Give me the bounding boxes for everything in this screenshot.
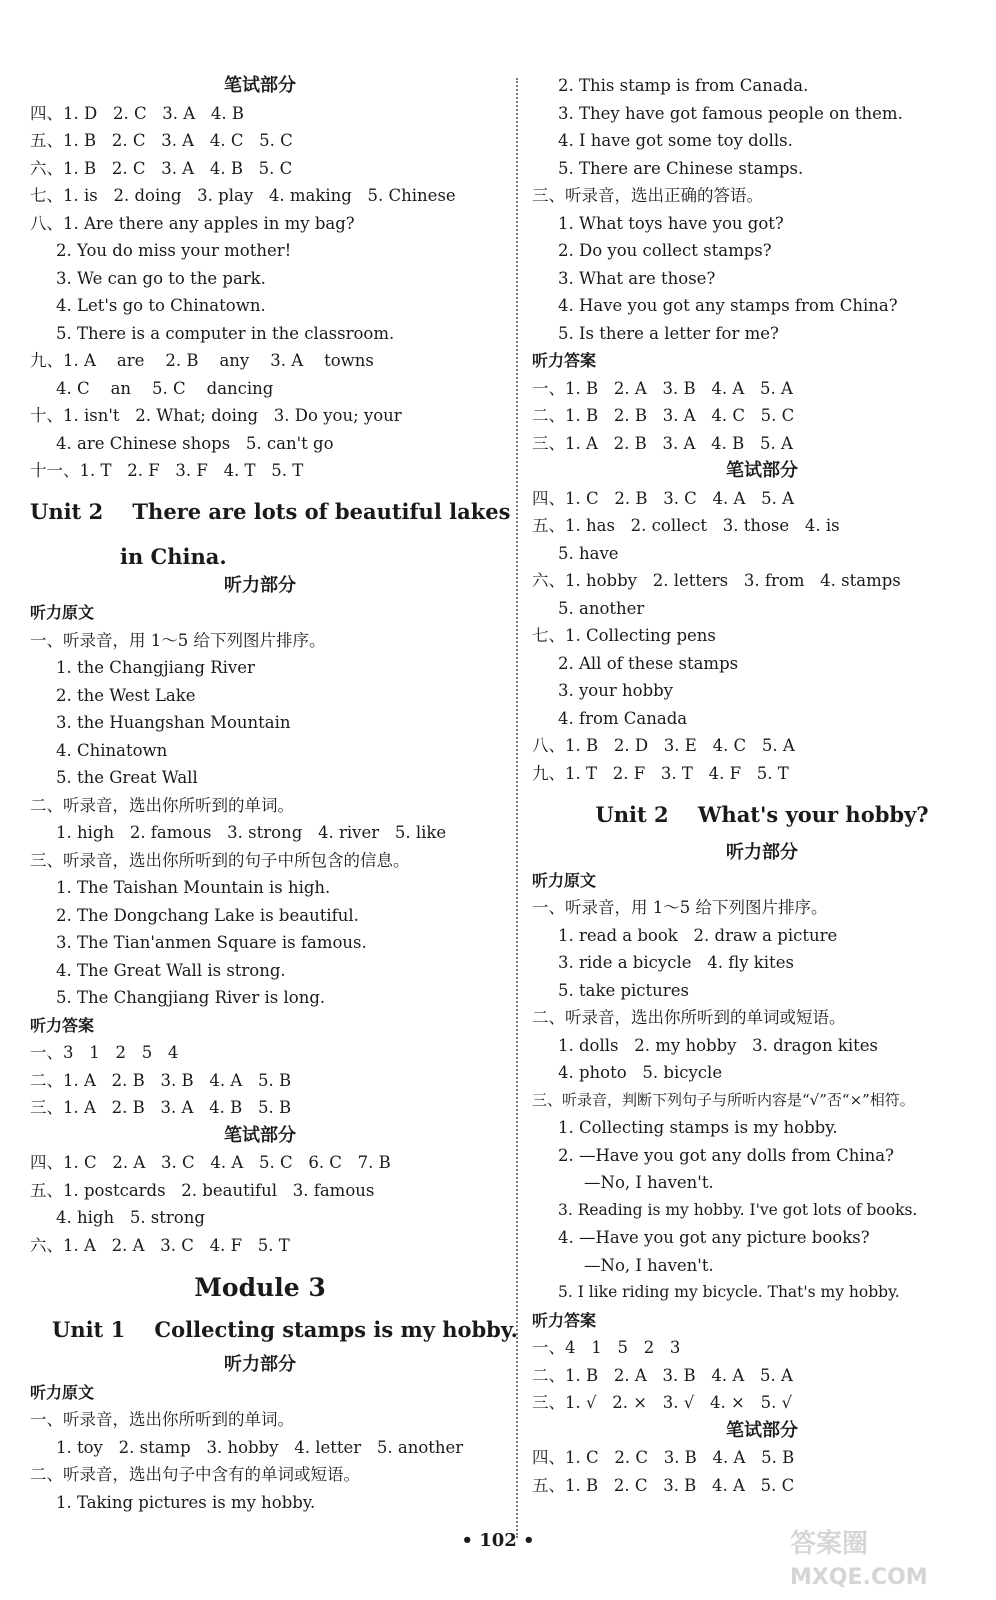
- page-number: • 102 •: [461, 1530, 535, 1551]
- answer-line: 2. All of these stamps: [558, 653, 739, 673]
- answer-line: 3. We can go to the park.: [56, 268, 266, 288]
- answer-line: 九、1. T 2. F 3. T 4. F 5. T: [532, 763, 789, 783]
- answer-line: 五、1. B 2. C 3. B 4. A 5. C: [532, 1475, 795, 1495]
- answer-line: 4. from Canada: [558, 708, 688, 728]
- text-line: 1. toy 2. stamp 3. hobby 4. letter 5. another: [56, 1437, 464, 1457]
- text-line: 1. dolls 2. my hobby 3. dragon kites: [558, 1035, 878, 1055]
- text-line: —No, I haven't.: [584, 1255, 714, 1275]
- unit-title: Unit 2 There are lots of beautiful lakes: [30, 498, 511, 524]
- subsection-title: 听力原文: [532, 870, 597, 890]
- answer-line: 九、1. A are 2. B any 3. A towns: [30, 351, 374, 370]
- answer-line: 二、1. B 2. A 3. B 4. A 5. A: [532, 1365, 793, 1385]
- answer-line: 五、1. has 2. collect 3. those 4. is: [532, 516, 840, 535]
- answer-line: 十一、1. T 2. F 3. F 4. T 5. T: [30, 461, 304, 480]
- answer-line: 二、1. B 2. B 3. A 4. C 5. C: [532, 406, 795, 425]
- answer-line: 一、1. B 2. A 3. B 4. A 5. A: [532, 378, 793, 398]
- text-line: 4. Have you got any stamps from China?: [558, 296, 898, 315]
- answer-line: 七、1. is 2. doing 3. play 4. making 5. Chinese: [30, 186, 456, 205]
- subsection-title: 听力原文: [30, 1382, 95, 1402]
- answer-line: 四、1. D 2. C 3. A 4. B: [30, 103, 245, 123]
- text-line: 5. There are Chinese stamps.: [558, 158, 804, 178]
- answer-line: 4. high 5. strong: [56, 1208, 205, 1227]
- question-line: 二、听录音，选出你所听到的单词。: [30, 795, 294, 815]
- answer-line: 五、1. B 2. C 3. A 4. C 5. C: [30, 131, 293, 150]
- answer-line: 5. There is a computer in the classroom.: [56, 323, 395, 343]
- question-line: 二、听录音，选出你所听到的单词或短语。: [532, 1008, 846, 1027]
- answer-line: 4. Let's go to Chinatown.: [56, 296, 266, 315]
- answer-line: 二、1. A 2. B 3. B 4. A 5. B: [30, 1070, 292, 1090]
- answer-line: 4. C an 5. C dancing: [56, 378, 274, 398]
- unit-title-continued: in China.: [120, 543, 227, 569]
- answer-line: 2. You do miss your mother!: [56, 241, 292, 260]
- text-line: 4. I have got some toy dolls.: [558, 131, 793, 150]
- subsection-title: 听力答案: [532, 1310, 597, 1330]
- right-column: [532, 72, 992, 1499]
- left-column: [30, 72, 518, 1516]
- subsection-title: 听力答案: [30, 1015, 95, 1035]
- text-line: 5. take pictures: [558, 980, 689, 1000]
- text-line: 1. read a book 2. draw a picture: [558, 925, 838, 945]
- answer-line: 一、3 1 2 5 4: [30, 1043, 179, 1062]
- answer-line: 一、4 1 5 2 3: [532, 1338, 681, 1357]
- answer-line: 十、1. isn't 2. What; doing 3. Do you; your: [30, 406, 402, 425]
- text-line: 2. Do you collect stamps?: [558, 241, 772, 260]
- subsection-title: 听力答案: [532, 351, 597, 370]
- answer-line: 四、1. C 2. B 3. C 4. A 5. A: [532, 488, 795, 508]
- text-line: 3. ride a bicycle 4. fly kites: [558, 953, 794, 972]
- watermark-logo: [780, 1522, 980, 1592]
- answer-line: 四、1. C 2. C 3. B 4. A 5. B: [532, 1448, 795, 1467]
- text-line: 3. the Huangshan Mountain: [56, 713, 291, 732]
- text-line: 2. the West Lake: [56, 685, 196, 705]
- question-line: 三、听录音，判断下列句子与所听内容是“√”否“×”相符。: [532, 1090, 915, 1109]
- text-line: 1. the Changjiang River: [56, 658, 255, 677]
- section-title: 笔试部分: [726, 460, 798, 481]
- text-line: 3. The Tian'anmen Square is famous.: [56, 933, 367, 952]
- text-line: 3. They have got famous people on them.: [558, 103, 903, 123]
- text-line: 1. The Taishan Mountain is high.: [56, 878, 331, 897]
- answer-line: 七、1. Collecting pens: [532, 626, 716, 645]
- text-line: 5. I like riding my bicycle. That's my hobby.: [558, 1283, 900, 1301]
- answer-line: 三、1. A 2. B 3. A 4. B 5. B: [30, 1098, 292, 1117]
- text-line: 1. Collecting stamps is my hobby.: [558, 1118, 838, 1137]
- question-line: 三、听录音，选出正确的答语。: [532, 186, 763, 205]
- column-divider: [516, 78, 518, 1538]
- unit-title: Unit 2 What's your hobby?: [595, 802, 929, 827]
- text-line: 1. Taking pictures is my hobby.: [56, 1492, 316, 1512]
- text-line: 5. the Great Wall: [56, 768, 198, 787]
- section-title: 听力部分: [726, 842, 798, 863]
- text-line: 5. The Changjiang River is long.: [56, 988, 326, 1007]
- subsection-title: 听力原文: [30, 603, 95, 622]
- text-line: 3. What are those?: [558, 268, 716, 288]
- answer-line: 八、1. B 2. D 3. E 4. C 5. A: [532, 736, 795, 755]
- module-title: Module 3: [194, 1273, 326, 1302]
- watermark-url: MXQE.COM: [790, 1565, 928, 1590]
- answer-line: 三、1. A 2. B 3. A 4. B 5. A: [532, 433, 793, 453]
- watermark-text: 答案圈: [790, 1529, 869, 1559]
- text-line: 5. Is there a letter for me?: [558, 323, 779, 343]
- answer-line: 四、1. C 2. A 3. C 4. A 5. C 6. C 7. B: [30, 1153, 391, 1172]
- question-line: 二、听录音，选出句子中含有的单词或短语。: [30, 1465, 360, 1484]
- answer-line: 八、1. Are there any apples in my bag?: [30, 213, 355, 233]
- answer-line: 六、1. A 2. A 3. C 4. F 5. T: [30, 1235, 290, 1255]
- question-line: 三、听录音，选出你所听到的句子中所包含的信息。: [30, 850, 410, 870]
- text-line: 1. What toys have you got?: [558, 213, 784, 233]
- text-line: 4. photo 5. bicycle: [558, 1063, 723, 1082]
- answer-line: 3. your hobby: [558, 681, 674, 700]
- section-title: 笔试部分: [224, 1124, 296, 1146]
- answer-line: 六、1. hobby 2. letters 3. from 4. stamps: [532, 571, 901, 590]
- answer-line: 4. are Chinese shops 5. can't go: [56, 433, 334, 453]
- answer-line: 六、1. B 2. C 3. A 4. B 5. C: [30, 158, 293, 178]
- answer-line: 五、1. postcards 2. beautiful 3. famous: [30, 1180, 375, 1200]
- question-line: 一、听录音，用 1～5 给下列图片排序。: [532, 898, 828, 917]
- question-line: 一、听录音，用 1～5 给下列图片排序。: [30, 630, 326, 650]
- text-line: —No, I haven't.: [584, 1173, 714, 1192]
- section-title: 听力部分: [224, 1354, 296, 1375]
- text-line: 4. The Great Wall is strong.: [56, 960, 286, 980]
- answer-line: 5. another: [558, 598, 645, 618]
- question-line: 一、听录音，选出你所听到的单词。: [30, 1410, 294, 1429]
- answer-line: 三、1. √ 2. × 3. √ 4. × 5. √: [532, 1393, 793, 1412]
- text-line: 2. The Dongchang Lake is beautiful.: [56, 905, 359, 925]
- answer-line: 5. have: [558, 543, 619, 563]
- text-line: 2. This stamp is from Canada.: [558, 76, 809, 95]
- text-line: 2. —Have you got any dolls from China?: [558, 1145, 894, 1165]
- text-line: 3. Reading is my hobby. I've got lots of books.: [558, 1200, 918, 1219]
- text-line: 4. —Have you got any picture books?: [558, 1228, 870, 1247]
- section-title: 听力部分: [224, 574, 296, 596]
- section-title: 笔试部分: [224, 75, 296, 96]
- text-line: 1. high 2. famous 3. strong 4. river 5. like: [56, 823, 447, 842]
- text-line: 4. Chinatown: [56, 740, 168, 760]
- unit-title: Unit 1 Collecting stamps is my hobby.: [52, 1317, 518, 1342]
- section-title: 笔试部分: [726, 1419, 798, 1441]
